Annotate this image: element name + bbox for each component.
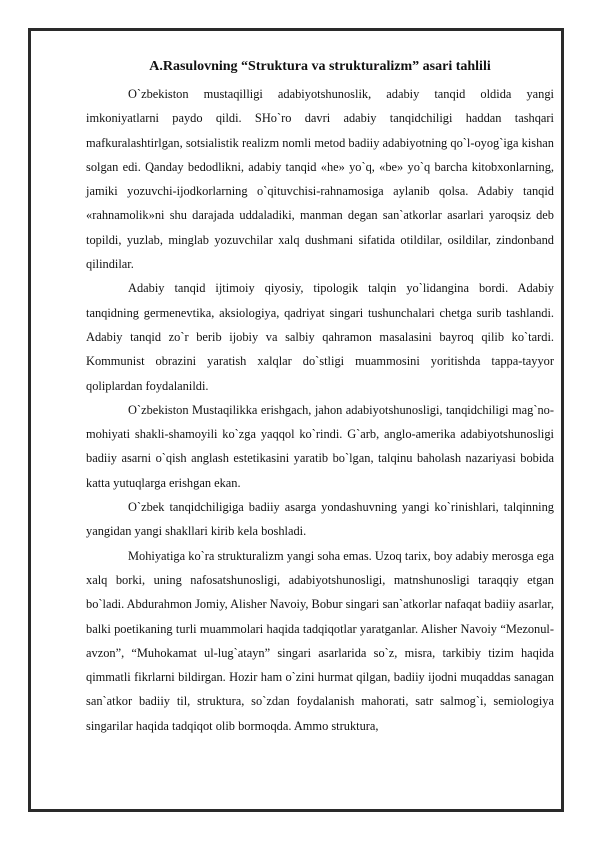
paragraph: O`zbekiston Mustaqilikka erishgach, jahon adabiyotshunosligi, tanqidchiligi mag`no-mohiyati shakli-shamoyili ko`zga yaqqol ko`rindi. G`arb, anglo-amerika adabiyotshunosligi badiiy asarni o`qish anglash estetikasini yaratib bo`lgan, talqinu baholash nazariyasi bobida katta yutuqlarga erishgan ekan. [86, 402, 554, 490]
document-title: A.Rasulovning “Struktura va strukturalizm” asari tahlili [149, 59, 491, 74]
paragraph: O`zbekiston mustaqilligi adabiyotshunoslik, adabiy tanqid oldida yangi imkoniyatlarni paydo qildi. SHo`ro davri adabiy tanqidchiligi haddan tashqari mafkuralashtirlgan, sotsialistik realizm nomli metod badiiy adabiyotning qo`l-oyog`iga kishan solgan edi. Qanday bedodlikni, adabiy tanqid «he» yo`q, «be» yo`q barcha kitobxonlarning, jamiki yozuvchi-ijodkorlarning o`qituvchisi-rahnamosiga aylanib qolsa. Adabiy tanqid «rahnamolik»ni shu darajada uddaladiki, manman degan san`atkorlar asarlari yaroqsiz deb topildi, yuzlab, minglab yozuvchilar xalq dushmani sifatida otildilar, osildilar, zindonband qilindilar. [86, 87, 554, 272]
paragraph: Mohiyatiga ko`ra strukturalizm yangi soha emas. Uzoq tarix, boy adabiy merosga ega xalq borki, uning nafosatshunosligi, adabiyotshunosligi, matnshunosligi taraqqiy etgan bo`ladi. Abdurahmon Jomiy, Alisher Navoiy, Bobur singari san`atkorlar nafaqat badiiy asarlar, balki poetikaning turli muammolari haqida tadqiqotlar yaratganlar. Alisher Navoiy “Mezonul-avzon”, “Muhokamat ul-lug`atayn” singari asarlarida so`z, misra, tarkibiy tizim haqida qimmatli fikrlarni bildirgan. Hozir ham o`zini hurmat qilgan, badiiy ijodni muqaddas sanagan san`atkor badiiy til, struktura, so`zdan foydalanish mahorati, satr salmog`i, semiologiya singarilar haqida tadqiqot olib bormoqda. Ammo struktura, [86, 548, 554, 733]
paragraph: O`zbek tanqidchiligiga badiiy asarga yondashuvning yangi ko`rinishlari, talqinning yangidan yangi shakllari kirib kela boshladi. [86, 500, 554, 539]
document-body [86, 58, 554, 738]
paragraph: Adabiy tanqid ijtimoiy qiyosiy, tipologik talqin yo`lidangina bordi. Adabiy tanqidning germenevtika, aksiologiya, qadriyat singari tushunchalari chetga surib tashlandi. Adabiy tanqid zo`r berib ijobiy va salbiy qahramon masalasini bayroq qilib ko`tardi. Kommunist obrazini yaratish xalqlar do`stligi muammosini yoritishda tappa-tayyor qoliplardan foydalanildi. [86, 281, 554, 393]
